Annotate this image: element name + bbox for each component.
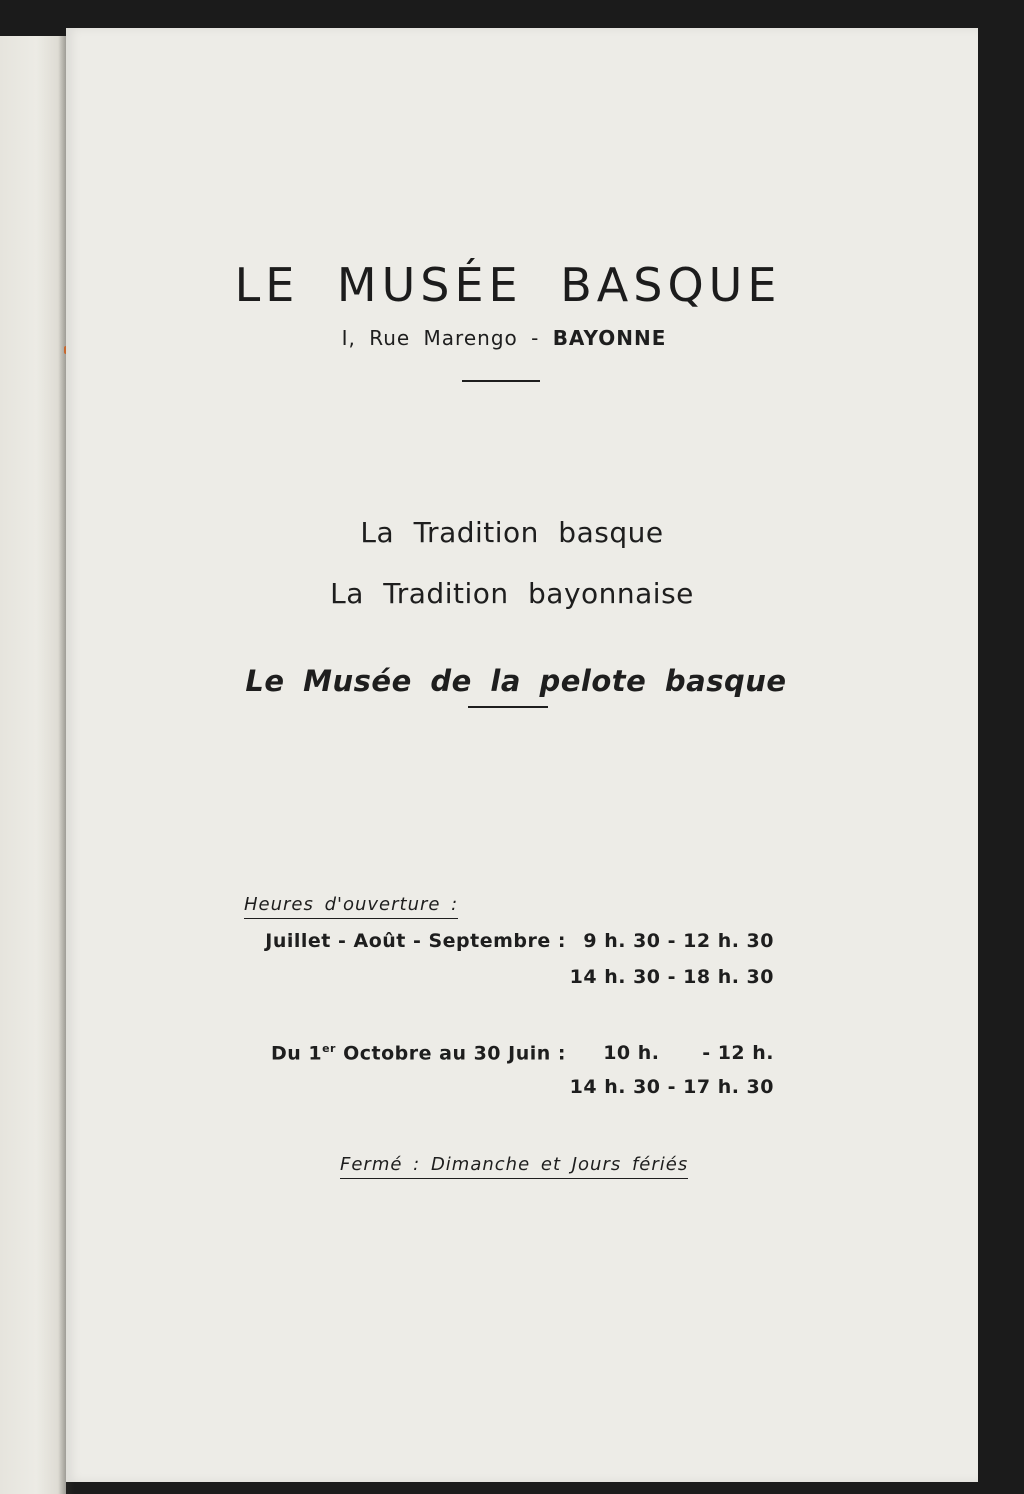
museum-title: LE MUSÉE BASQUE — [234, 258, 782, 312]
section-tradition-bayonnaise: La Tradition bayonnaise — [330, 577, 694, 610]
section-tradition-basque: La Tradition basque — [360, 516, 664, 549]
section-pelote-museum: Le Musée de la pelote basque — [245, 664, 787, 698]
winter-label-suffix: Octobre au 30 Juin : — [335, 1042, 566, 1065]
opening-hours-heading: Heures d'ouverture : — [244, 894, 458, 919]
hours-winter-morning: 10 h. - 12 h. — [603, 1042, 774, 1064]
hours-winter-afternoon: 14 h. 30 - 17 h. 30 — [569, 1076, 774, 1098]
address-city: BAYONNE — [552, 326, 667, 350]
hours-row-summer-afternoon — [66, 966, 978, 992]
hours-row-summer — [66, 930, 978, 956]
museum-address — [48, 326, 960, 350]
hours-row-winter-afternoon — [66, 1076, 978, 1102]
closed-days-note: Fermé : Dimanche et Jours fériés — [340, 1154, 688, 1179]
hours-summer-label: Juillet - Août - Septembre : — [265, 930, 566, 952]
hours-row-winter — [66, 1042, 978, 1068]
left-page-edge — [0, 36, 66, 1494]
document-page — [66, 28, 978, 1482]
hours-winter-label — [271, 1042, 566, 1064]
hours-summer-morning: 9 h. 30 - 12 h. 30 — [583, 930, 774, 952]
address-street: I, Rue Marengo — [341, 326, 518, 350]
hours-summer-afternoon: 14 h. 30 - 18 h. 30 — [569, 966, 774, 988]
address-separator: - — [531, 326, 540, 350]
divider-rule — [468, 706, 548, 708]
winter-label-prefix: Du 1 — [270, 1042, 323, 1065]
divider-rule — [462, 380, 540, 382]
winter-label-superscript: er — [322, 1042, 336, 1055]
